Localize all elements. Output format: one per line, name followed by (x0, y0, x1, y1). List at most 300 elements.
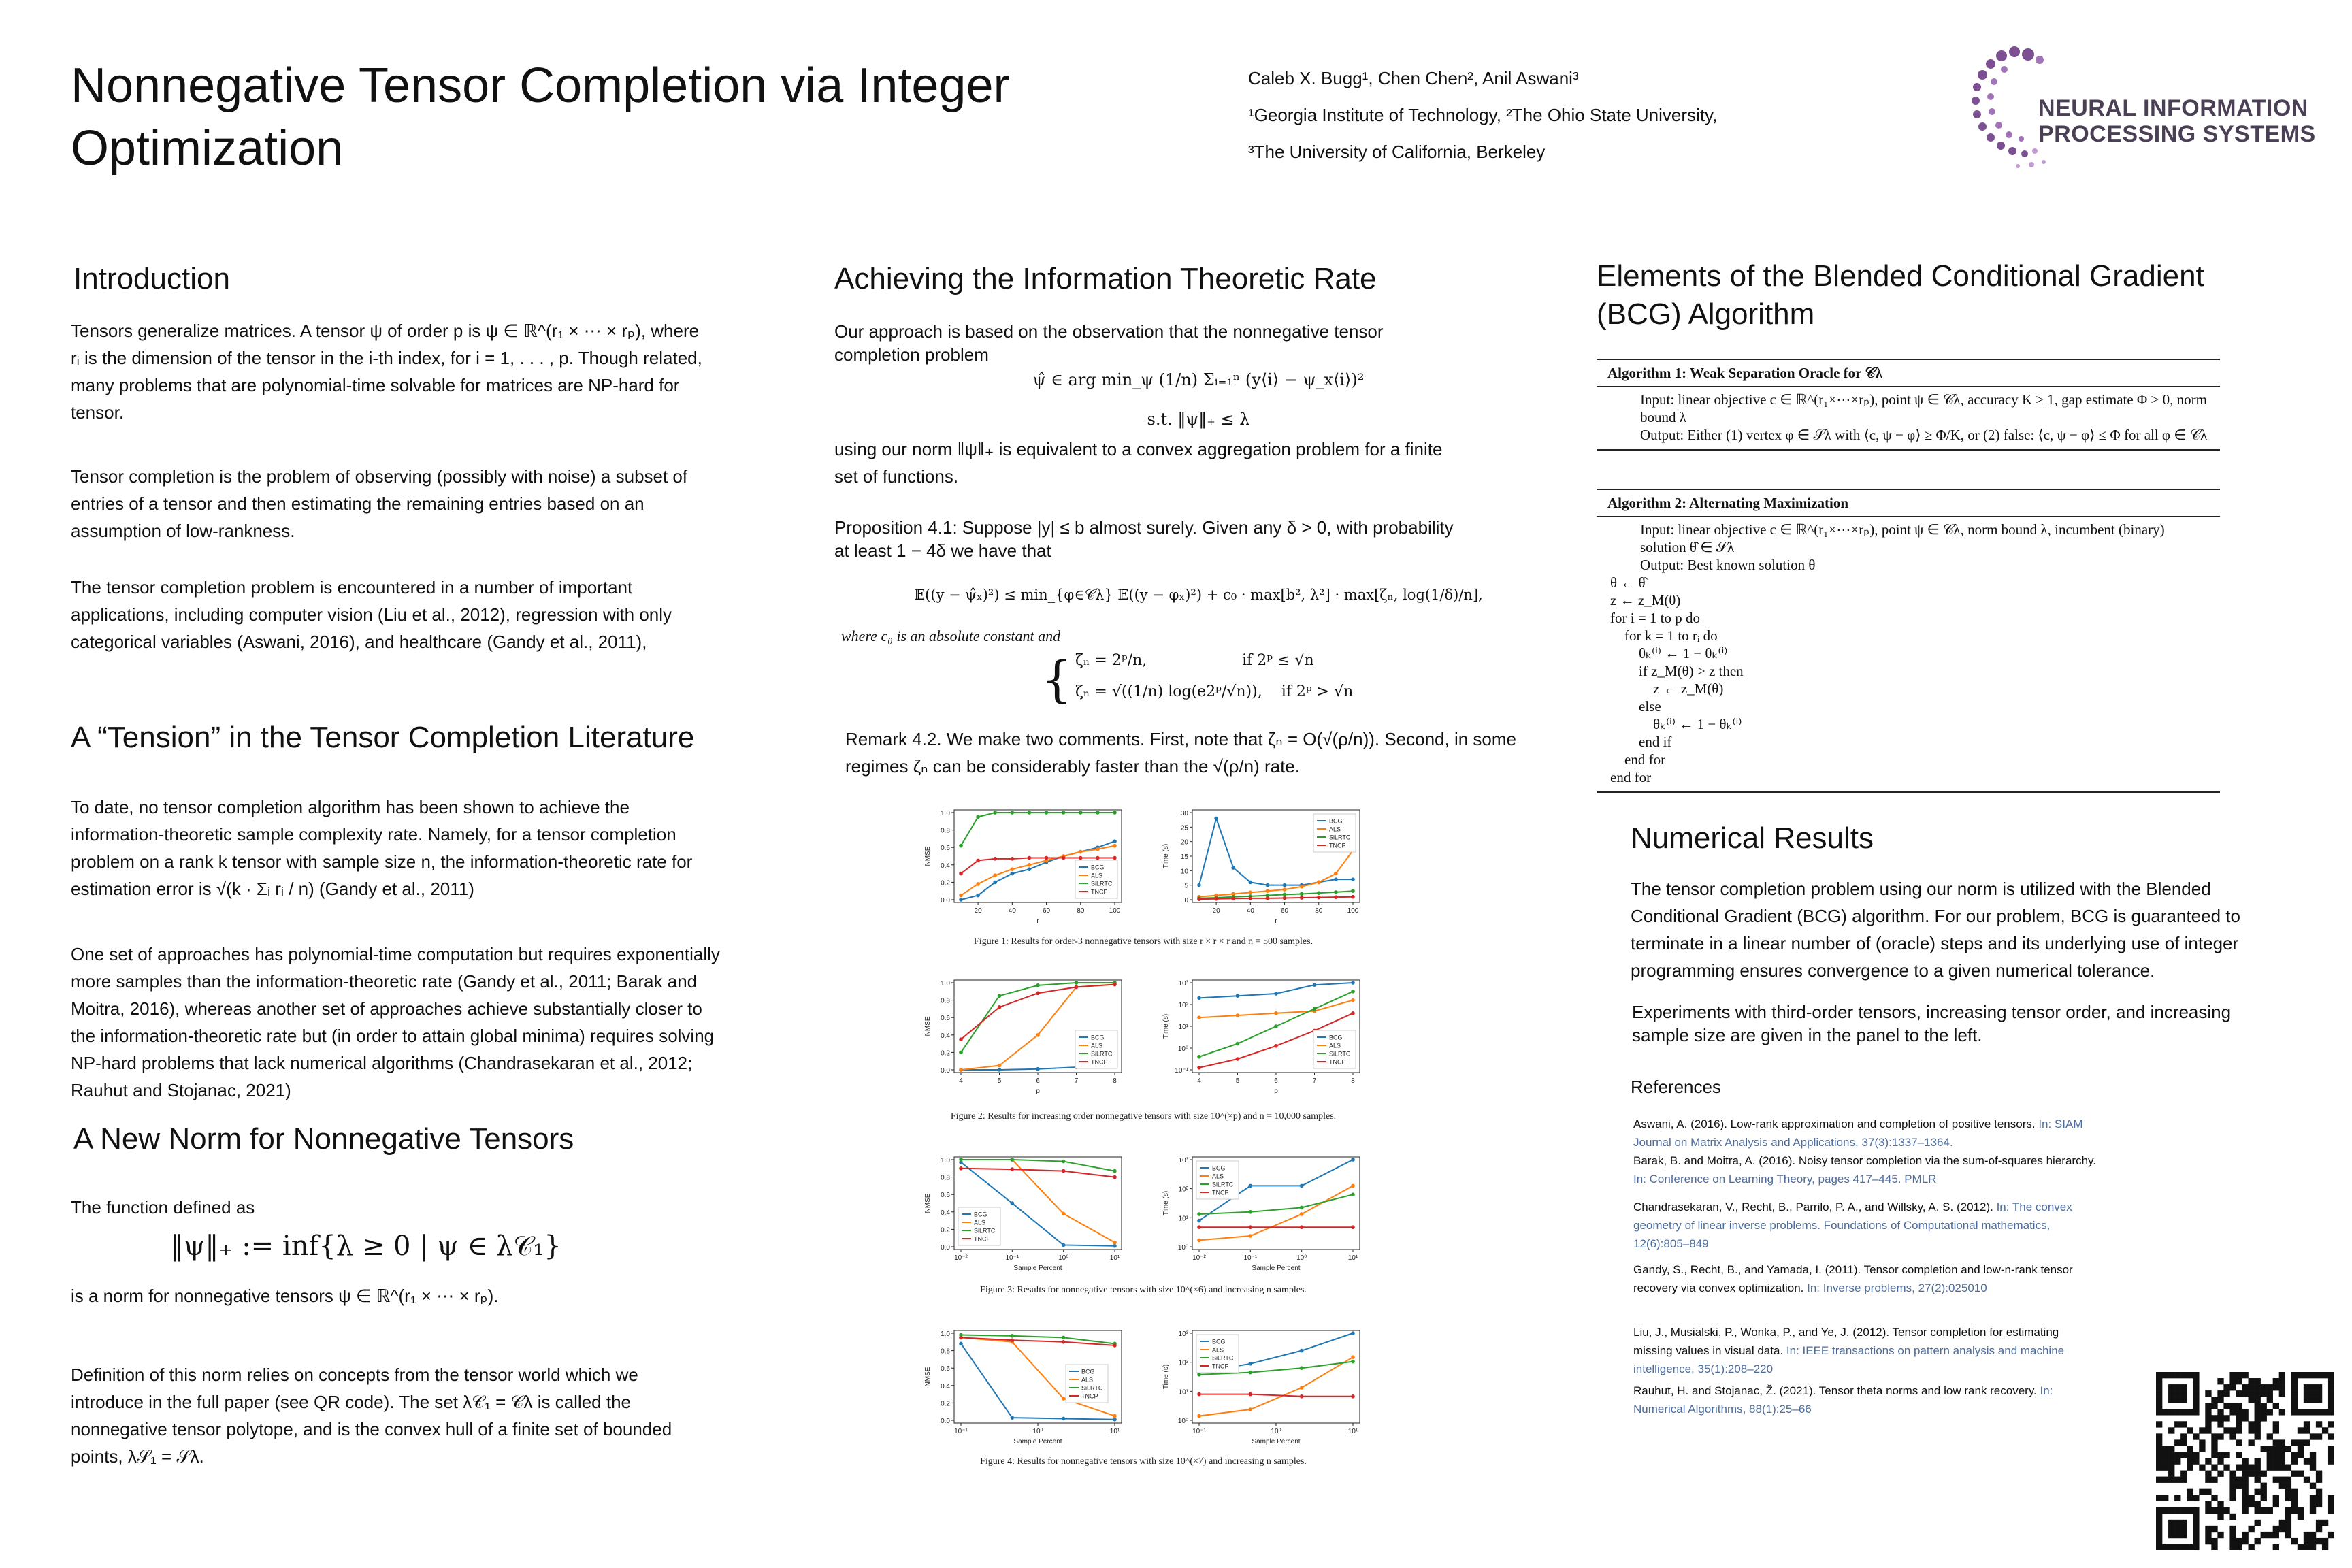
data-point (1249, 891, 1253, 895)
data-point (1079, 850, 1083, 854)
y-tick-label: 0.4 (941, 1209, 950, 1217)
data-point (1113, 1241, 1117, 1245)
reference-text: Chandrasekaran, V., Recht, B., Parrilo, P. A., and Willsky, A. S. (2012). (1633, 1200, 1997, 1213)
data-point (1011, 1338, 1015, 1342)
figure-4-left-chart (923, 1324, 1127, 1446)
y-tick-label: 0.2 (941, 1049, 950, 1058)
data-point (1300, 885, 1304, 889)
y-tick-label: 0.6 (941, 1365, 950, 1373)
legend-label: BCG (1081, 1368, 1095, 1375)
author-names: Caleb X. Bugg¹, Chen Chen², Anil Aswani³ (1248, 68, 1579, 88)
affiliation-line-2: ³The University of California, Berkeley (1248, 142, 1546, 162)
data-point (1011, 1334, 1015, 1338)
data-point (1317, 891, 1321, 895)
data-point (1334, 890, 1338, 894)
data-point (1036, 983, 1040, 987)
data-point (1197, 883, 1201, 887)
data-point (1317, 881, 1321, 885)
x-tick-label: 60 (1280, 907, 1289, 915)
reference-item (1633, 1382, 2096, 1418)
legend-label: BCG (1091, 864, 1105, 871)
data-point (1351, 1192, 1355, 1196)
rate-problem-objective: ψ̂ ∈ arg min_ψ (1/n) Σᵢ₌₁ⁿ (y⟨i⟩ − ψ_x⟨i⟩)² (1032, 370, 1365, 389)
data-point (1197, 1239, 1201, 1243)
data-point (1075, 981, 1079, 985)
y-tick-label: 10 (1180, 868, 1188, 876)
data-point (1351, 1394, 1355, 1399)
data-point (1197, 1015, 1201, 1019)
tension-paragraph-1: To date, no tensor completion algorithm has been shown to achieve the information-theoretic sample complexity rate. Namely, for a tensor completion problem on a rank k tensor with sample size n, the information-theoretic rate for estimation error is √(k · Σᵢ rᵢ / n) (Gandy et al., 2011) (71, 797, 693, 899)
figure-2-left-chart (923, 973, 1127, 1096)
x-tick-label: 20 (974, 907, 982, 915)
data-point (1113, 983, 1117, 987)
data-point (1096, 811, 1100, 815)
y-tick-label: 10¹ (1178, 1388, 1188, 1396)
data-point (1231, 866, 1235, 870)
y-tick-label: 10¹ (1178, 1024, 1188, 1031)
data-point (1011, 867, 1015, 871)
data-point (1351, 889, 1355, 893)
algorithm-2-line: Input: linear objective c ∈ ℝ^(r₁×⋯×rₚ), point ψ ∈ 𝒞λ, norm bound λ, incumbent (binary) solution θ̂ ∈ 𝒮λ (1640, 521, 2165, 555)
x-axis-label: r (1275, 917, 1277, 925)
legend-label: BCG (1091, 1034, 1105, 1041)
data-point (1317, 896, 1321, 900)
y-tick-label: 0.6 (941, 1015, 950, 1023)
data-point (1249, 1225, 1253, 1229)
y-axis-label: NMSE (924, 846, 932, 866)
y-tick-label: 0.4 (941, 1032, 950, 1040)
legend-label: BCG (1329, 817, 1343, 825)
legend-label: SiLRTC (1091, 880, 1113, 887)
data-point (1062, 1243, 1066, 1247)
chart-legend (1066, 1365, 1108, 1403)
data-point (1274, 1011, 1278, 1015)
data-point (1300, 1386, 1304, 1390)
reference-venue-link[interactable]: In: The convex geometry of linear inverse problems. Foundations of Computational mathematics, 12(6):805–849 (1633, 1200, 2072, 1250)
x-axis-label: Sample Percent (1252, 1438, 1301, 1446)
reference-venue-link[interactable]: In: Inverse problems, 27(2):025010 (1807, 1281, 1987, 1294)
data-point (976, 882, 980, 886)
norm-heading: A New Norm for Nonnegative Tensors (74, 1122, 574, 1156)
series-line-als (1199, 850, 1353, 896)
data-point (1300, 1366, 1304, 1370)
chart-legend (1313, 814, 1356, 852)
y-tick-label: 10¹ (1178, 1215, 1188, 1223)
figure-caption: Figure 4: Results for nonnegative tensors with size 10^(×7) and increasing n samples. (980, 1456, 1307, 1467)
data-point (1283, 883, 1287, 887)
data-point (1113, 1175, 1117, 1179)
author-block (1248, 60, 1717, 170)
x-tick-label: 5 (997, 1077, 1002, 1085)
x-tick-label: 5 (1235, 1077, 1240, 1085)
x-tick-label: 10¹ (1348, 1254, 1358, 1262)
x-tick-label: 10⁻² (1192, 1254, 1206, 1262)
legend-label: TNCP (1091, 888, 1108, 896)
reference-item (1633, 1260, 2096, 1297)
y-tick-label: 5 (1184, 882, 1188, 890)
legend-label: SiLRTC (1212, 1354, 1234, 1362)
x-tick-label: 8 (1351, 1077, 1355, 1085)
algorithm-2-line: for k = 1 to rᵢ do (1610, 627, 1718, 644)
y-tick-label: 0.0 (941, 897, 950, 904)
data-point (1351, 877, 1355, 881)
y-tick-label: 0.8 (941, 827, 950, 835)
data-point (1300, 1206, 1304, 1210)
reference-venue-link[interactable]: In: Conference on Learning Theory, pages 417–445. PMLR (1633, 1173, 1937, 1186)
y-tick-label: 15 (1180, 853, 1188, 861)
data-point (1113, 1414, 1117, 1418)
data-point (1249, 1392, 1253, 1396)
data-point (1113, 1343, 1117, 1348)
logo-line-2: PROCESSING SYSTEMS (2038, 121, 2316, 147)
algorithm-1-input: Input: linear objective c ∈ ℝ^(r₁×⋯×rₚ), point ψ ∈ 𝒞λ, accuracy K ≥ 1, gap estimate Φ > 0, norm bound λ (1640, 391, 2207, 425)
data-point (959, 872, 963, 876)
data-point (1096, 856, 1100, 860)
legend-label: ALS (1212, 1173, 1224, 1180)
data-point (1113, 839, 1117, 843)
zeta-case-1: ζₙ = 2ᵖ/n, if 2ᵖ ≤ √n (1075, 652, 1314, 669)
data-point (1011, 1167, 1015, 1171)
data-point (1249, 1234, 1253, 1238)
intro-paragraph-3: The tensor completion problem is encountered in a number of important applications, including computer vision (Liu et al., 2012), regression with only categorical variables (Aswani, 2016), and healthcare (Gandy et al., 2011), (71, 577, 672, 652)
data-point (1079, 811, 1083, 815)
algorithm-2-line: z ← z_M(θ) (1610, 592, 1681, 608)
legend-label: TNCP (1212, 1362, 1229, 1370)
data-point (959, 894, 963, 898)
data-point (1300, 1349, 1304, 1353)
reference-text: Liu, J., Musialski, P., Wonka, P., and Ye, J. (2012). Tensor completion for estimating missing values in visual data. (1633, 1326, 2059, 1357)
y-axis-label: NMSE (924, 1193, 932, 1213)
cases-brace-icon: { (1041, 651, 1073, 708)
chart-legend (1196, 1161, 1239, 1199)
data-point (959, 898, 963, 902)
data-point (1300, 896, 1304, 900)
data-point (1283, 893, 1287, 897)
y-tick-label: 10³ (1178, 1330, 1188, 1338)
algorithm-1-title: Algorithm 1: Weak Separation Oracle for 𝒞λ (1597, 360, 2220, 387)
data-point (959, 844, 963, 848)
data-point (1113, 856, 1117, 860)
y-tick-label: 0.0 (941, 1067, 950, 1075)
y-tick-label: 10³ (1178, 1157, 1188, 1164)
series-line-bcg (1199, 983, 1353, 998)
chart-legend (1075, 860, 1117, 898)
algorithm-2-line: if z_M(θ) > z then (1610, 663, 1744, 679)
intro-paragraph-1: Tensors generalize matrices. A tensor ψ of order p is ψ ∈ ℝ^(r₁ × ⋯ × rₚ), where rᵢ is the dimension of the tensor in the i-th index, for i = 1, . . . , p. Though related, many problems that are polynomial-time solvable for matrices are NP-hard for tensor. (71, 321, 702, 423)
data-point (1011, 1416, 1015, 1420)
legend-label: BCG (974, 1211, 987, 1218)
y-tick-label: 20 (1180, 838, 1188, 847)
algorithm-2-line: else (1610, 698, 1661, 715)
poster-title: Nonnegative Tensor Completion via Integer Optimization (71, 59, 1010, 176)
reference-venue-link[interactable]: In: Numerical Algorithms, 88(1):25–66 (1633, 1384, 2053, 1416)
qr-code-icon[interactable] (2156, 1372, 2334, 1550)
intro-heading: Introduction (74, 262, 230, 295)
numerical-paragraph-1: The tensor completion problem using our norm is utilized with the Blended Conditional Gradient (BCG) algorithm. For our problem, BCG is guaranteed to terminate in a linear number of (oracle) steps and its underlying use of integer programming ensures convergence to a given numerical tolerance. (1631, 879, 2240, 981)
reference-text: Barak, B. and Moitra, A. (2016). Noisy tensor completion via the sum-of-squares hierarchy. (1633, 1154, 2096, 1167)
data-point (1249, 1210, 1253, 1214)
data-point (1011, 1158, 1015, 1162)
data-point (1062, 1340, 1066, 1344)
data-point (1236, 1013, 1240, 1017)
y-tick-label: 30 (1180, 810, 1188, 817)
legend-label: TNCP (1329, 842, 1346, 849)
neurips-logo (1963, 42, 2317, 199)
x-tick-label: 40 (1008, 907, 1016, 915)
data-point (1011, 811, 1015, 815)
reference-venue-link[interactable]: In: IEEE transactions on pattern analysis and machine intelligence, 35(1):208–220 (1633, 1344, 2065, 1375)
data-point (959, 1068, 963, 1072)
data-point (1300, 1212, 1304, 1216)
y-tick-label: 1.0 (941, 1157, 950, 1164)
legend-label: ALS (1091, 1042, 1103, 1049)
x-tick-label: 100 (1347, 907, 1359, 915)
data-point (1197, 1055, 1201, 1059)
data-point (1045, 811, 1049, 815)
data-point (998, 1064, 1002, 1068)
legend-label: SiLRTC (1329, 1050, 1351, 1058)
y-tick-label: 10³ (1178, 980, 1188, 987)
data-point (976, 894, 980, 898)
y-tick-label: 0.6 (941, 845, 950, 853)
y-tick-label: 0.6 (941, 1192, 950, 1200)
data-point (1113, 1418, 1117, 1422)
data-point (1351, 1360, 1355, 1364)
series-line-silrtc (961, 813, 1115, 846)
x-tick-label: 80 (1077, 907, 1085, 915)
reference-item (1633, 1323, 2096, 1378)
x-tick-label: 7 (1312, 1077, 1317, 1085)
legend-label: ALS (1212, 1346, 1224, 1354)
y-tick-label: 10⁰ (1177, 1418, 1188, 1425)
data-point (1028, 811, 1032, 815)
tension-paragraph-2: One set of approaches has polynomial-time computation but requires exponentially more samples than the information-theoretic rate (Gandy et al., 2011; Barak and Moitra, 2016), whereas another set of approaches achieve substantially closer to the information-theoretic rate but (in order to attain global minima) requires solving NP-hard problems that lack numerical algorithms (Chandrasekaran et al., 2012; Rauhut and Stojanac, 2021) (71, 944, 720, 1100)
y-tick-label: 10² (1178, 1186, 1188, 1194)
chart-legend (1196, 1335, 1239, 1373)
data-point (1062, 811, 1066, 815)
data-point (1236, 1057, 1240, 1061)
proposition-inequality: 𝔼((y − ψ̂ₓ)²) ≤ min_{φ∈𝒞λ} 𝔼((y − φₓ)²) + c₀ · max[b², λ²] · max[ζₙ, log(1/δ)/n], (914, 587, 1483, 603)
x-tick-label: 10⁻¹ (1192, 1428, 1206, 1435)
reference-item (1633, 1115, 2096, 1152)
data-point (1062, 1396, 1066, 1401)
reference-text: Gandy, S., Recht, B., and Yamada, I. (2011). Tensor completion and low-n-rank tensor recovery via convex optimization. (1633, 1263, 2073, 1294)
x-axis-label: p (1036, 1088, 1040, 1095)
data-point (1274, 1024, 1278, 1028)
data-point (1062, 856, 1066, 860)
data-point (1011, 872, 1015, 876)
y-axis-label: Time (s) (1162, 1364, 1170, 1390)
data-point (1266, 889, 1270, 893)
y-tick-label: 0.0 (941, 1244, 950, 1252)
algorithm-1-output: Output: Either (1) vertex φ ∈ 𝒮λ with ⟨c, ψ − φ⟩ ≥ Φ/K, or (2) false: ⟨c, ψ − φ⟩ ≤ Φ for all φ ∈ 𝒞λ (1640, 427, 2208, 443)
data-point (959, 1166, 963, 1171)
algorithm-1-body (1597, 387, 2220, 449)
data-point (1249, 1184, 1253, 1188)
data-point (976, 859, 980, 863)
data-point (1011, 857, 1015, 861)
algorithm-2-line: end for (1610, 751, 1666, 768)
data-point (1197, 1219, 1201, 1223)
y-tick-label: 25 (1180, 824, 1188, 832)
data-point (1274, 992, 1278, 996)
numerical-heading: Numerical Results (1631, 821, 1874, 855)
x-tick-label: 10⁻¹ (1243, 1254, 1258, 1262)
legend-label: SiLRTC (1081, 1384, 1103, 1392)
legend-label: SiLRTC (1212, 1181, 1234, 1188)
data-point (1197, 1392, 1201, 1396)
data-point (1249, 1371, 1253, 1375)
legend-label: TNCP (974, 1235, 991, 1243)
data-point (1300, 892, 1304, 896)
logo-wordmark (2038, 95, 2316, 147)
x-tick-label: 8 (1113, 1077, 1117, 1085)
data-point (1249, 1407, 1253, 1411)
zeta-case-2: ζₙ = √((1/n) log(e2ᵖ/√n)), if 2ᵖ > √n (1075, 683, 1354, 700)
y-tick-label: 1.0 (941, 980, 950, 987)
data-point (959, 1037, 963, 1041)
algorithm-2-line: θ ← θ̂ (1610, 574, 1646, 591)
series-line-tncp (961, 1169, 1115, 1177)
data-point (993, 857, 997, 861)
y-tick-label: 0 (1184, 897, 1188, 904)
algorithm-2-line: for i = 1 to p do (1610, 610, 1700, 626)
x-tick-label: 6 (1036, 1077, 1040, 1085)
y-tick-label: 0.0 (941, 1418, 950, 1425)
logo-line-1: NEURAL INFORMATION (2038, 95, 2308, 121)
x-tick-label: 10⁻² (954, 1254, 968, 1262)
algorithm-2-line: end for (1610, 769, 1652, 785)
data-point (1249, 881, 1253, 885)
y-tick-label: 0.8 (941, 997, 950, 1005)
x-tick-label: 60 (1042, 907, 1051, 915)
legend-label: TNCP (1091, 1058, 1108, 1066)
data-point (1079, 856, 1083, 860)
data-point (1113, 1244, 1117, 1248)
data-point (1334, 872, 1338, 876)
data-point (1300, 1184, 1304, 1188)
y-tick-label: 1.0 (941, 810, 950, 817)
reference-venue-link[interactable]: In: SIAM Journal on Matrix Analysis and Applications, 37(3):1337–1364. (1633, 1117, 2083, 1149)
data-point (1062, 1212, 1066, 1216)
numerical-paragraph-2: Experiments with third-order tensors, increasing tensor order, and increasing sample size are given in the panel to the left. (1632, 1002, 2232, 1045)
data-point (1113, 1169, 1117, 1173)
legend-label: ALS (1081, 1376, 1094, 1384)
reference-text: Aswani, A. (2016). Low-rank approximation and completion of positive tensors. (1633, 1117, 2039, 1130)
reference-text: Rauhut, H. and Stojanac, Ž. (2021). Tensor theta norms and low rank recovery. (1633, 1384, 2040, 1397)
norm-paragraph-1: The function defined as (71, 1197, 255, 1218)
intro-paragraph-2: Tensor completion is the problem of observing (possibly with noise) a subset of entries of a tensor and then estimating the remaining entries based on an assumption of low-rankness. (71, 466, 688, 541)
data-point (1334, 877, 1338, 881)
data-point (1334, 895, 1338, 899)
algorithm-2-line: z ← z_M(θ) (1610, 681, 1724, 697)
data-point (1197, 1212, 1201, 1216)
y-tick-label: 10² (1178, 1359, 1188, 1367)
data-point (1351, 1184, 1355, 1188)
legend-label: ALS (1091, 872, 1103, 879)
data-point (1075, 985, 1079, 990)
y-axis-label: Time (s) (1162, 1190, 1170, 1216)
x-tick-label: 100 (1109, 907, 1121, 915)
y-tick-label: 1.0 (941, 1330, 950, 1338)
y-axis-label: NMSE (924, 1016, 932, 1036)
data-point (993, 811, 997, 815)
data-point (1313, 1007, 1317, 1011)
data-point (1011, 1201, 1015, 1205)
reference-item (1633, 1152, 2096, 1188)
x-tick-label: 4 (1197, 1077, 1201, 1085)
figure-caption: Figure 2: Results for increasing order nonnegative tensors with size 10^(×p) and n = 10,000 samples. (950, 1111, 1337, 1122)
reference-item (1633, 1198, 2096, 1253)
data-point (1283, 896, 1287, 900)
data-point (1028, 856, 1032, 860)
series-line-tncp (1199, 1394, 1353, 1396)
x-tick-label: 10¹ (1109, 1254, 1120, 1262)
legend-label: ALS (1329, 1042, 1341, 1049)
data-point (1062, 1169, 1066, 1173)
y-tick-label: 0.8 (941, 1174, 950, 1182)
algorithm-2-line: θₖ⁽ⁱ⁾ ← 1 − θₖ⁽ⁱ⁾ (1610, 645, 1728, 662)
data-point (1197, 897, 1201, 901)
y-tick-label: 10⁻¹ (1175, 1067, 1188, 1075)
x-tick-label: 10¹ (1348, 1428, 1358, 1435)
figure-3-left-chart (923, 1150, 1127, 1273)
data-point (1266, 896, 1270, 900)
norm-paragraph-3: Definition of this norm relies on concepts from the tensor world which we introduce in the full paper (see QR code). The set λ𝒞₁ = 𝒞λ is called the nonnegative tensor polytope, and is the convex hull of a finite set of bounded points, λ𝒮₁ = 𝒮λ. (71, 1365, 672, 1467)
x-tick-label: 80 (1315, 907, 1323, 915)
data-point (1351, 1355, 1355, 1359)
data-point (1197, 996, 1201, 1000)
y-tick-label: 0.4 (941, 1382, 950, 1390)
proposition-note: where c₀ is an absolute constant and (841, 627, 1061, 644)
algorithm-2-box (1597, 489, 2220, 793)
tension-heading: A “Tension” in the Tensor Completion Literature (71, 721, 695, 754)
data-point (1036, 1067, 1040, 1071)
data-point (1231, 896, 1235, 900)
bcg-heading: Elements of the Blended Conditional Gradient (BCG) Algorithm (1597, 259, 2204, 331)
data-point (959, 1051, 963, 1055)
remark-text: Remark 4.2. We make two comments. First, note that ζₙ = O(√(ρ/n)). Second, in some regimes ζₙ can be considerably faster than the √(ρ/n) rate. (845, 729, 1517, 777)
y-tick-label: 0.2 (941, 1400, 950, 1408)
references-heading: References (1631, 1077, 1721, 1097)
data-point (1300, 1394, 1304, 1399)
x-tick-label: 6 (1274, 1077, 1278, 1085)
y-axis-label: Time (s) (1162, 843, 1170, 869)
data-point (993, 873, 997, 877)
legend-label: SiLRTC (1329, 834, 1351, 841)
data-point (1249, 1362, 1253, 1366)
data-point (959, 1158, 963, 1162)
rate-paragraph-2: using our norm ‖ψ‖₊ is equivalent to a convex aggregation problem for a finite set of functions. (834, 439, 1443, 487)
figure-4-right-chart (1161, 1324, 1365, 1446)
rate-heading: Achieving the Information Theoretic Rate (834, 262, 1377, 295)
x-tick-label: 10⁻¹ (1005, 1254, 1019, 1262)
data-point (1028, 867, 1032, 871)
data-point (1236, 994, 1240, 998)
data-point (1062, 1417, 1066, 1421)
y-tick-label: 0.2 (941, 1226, 950, 1235)
data-point (1197, 1373, 1201, 1377)
y-tick-label: 10⁰ (1177, 1244, 1188, 1252)
algorithm-1-box (1597, 359, 2220, 451)
figure-caption: Figure 3: Results for nonnegative tensors with size 10^(×6) and increasing n samples. (980, 1285, 1307, 1295)
algorithm-2-line: end if (1610, 734, 1672, 750)
data-point (1096, 847, 1100, 851)
data-point (1283, 887, 1287, 892)
data-point (1197, 1225, 1201, 1229)
data-point (976, 815, 980, 819)
rate-paragraph-1: Our approach is based on the observation that the nonnegative tensor completion problem (834, 321, 1384, 365)
